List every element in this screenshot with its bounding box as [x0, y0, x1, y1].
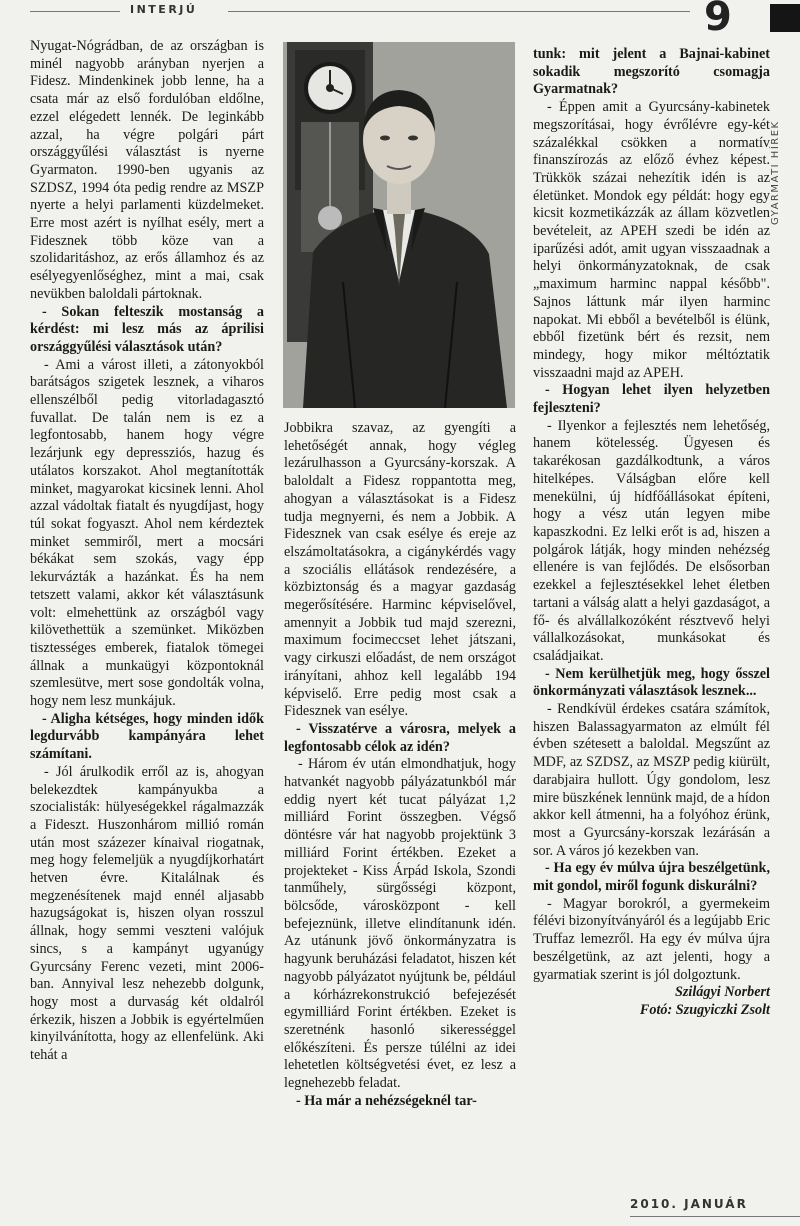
section-title: INTERJÚ	[130, 3, 198, 16]
footer-rule	[630, 1216, 800, 1217]
paragraph: - Magyar borokról, a gyermekeim félévi bizonyítványáról és a legújabb Eric Truffaz lemezről. Ha egy év múlva újra beszélgetünk, az azt jelenti, hogy a gyarmatiak szerint is jól dolgoztunk.	[533, 895, 770, 983]
paragraph: - Három év után elmondhatjuk, hogy hatvankét nagyobb pályázatunkból már eddig nyert két tucat pályázat 1,2 milliárd Forint összegben. Végső döntésre vár hat nagyobb projektünk 3 milliárd Forint értékben. Ezeket a projekteket - Kiss Árpád Iskola, Szondi tanműhely, sürgősségi központ, bölcsőde, városközpont - kell befejeznünk, illetve elindítanunk idén. Az utánunk jövő önkormányzatra is hagyunk beruházási feladatot, hiszen két nagyobb pályázatot nyújtunk be, például a kórházrekonstrukció befejezését egymilliárd Forint értékben. Ezeket is szeretnénk hasonló sikerességgel előkészíteni. És persze túlélni az idei lehetetlen költségvetési évet, ez lesz a legnehezebb feladat.	[284, 756, 516, 1092]
portrait-photo-icon	[283, 42, 515, 408]
interview-question: - Hogyan lehet ilyen helyzetben fejleszteni?	[533, 382, 770, 417]
interview-question: - Nem kerülhetjük meg, hogy ősszel önkormányzati választások lesznek...	[533, 665, 770, 700]
header-rule-left	[30, 11, 120, 12]
page-number: 9	[704, 0, 732, 40]
interview-question: - Ha egy év múlva újra beszélgetünk, mit gondol, miről fogunk diskurálni?	[533, 860, 770, 895]
byline: Fotó: Szugyiczki Zsolt	[639, 1001, 770, 1018]
interview-question: - Aligha kétséges, hogy minden idők legdurvább kampányára lehet számítani.	[30, 710, 264, 763]
interview-question: - Ha már a nehézségeknél tar-	[296, 1092, 477, 1109]
interview-question: - Visszatérve a városra, melyek a legfontosabb célok az idén?	[284, 720, 516, 755]
sidebar-tab-block	[770, 4, 800, 32]
issue-date: 2010. JANUÁR	[630, 1197, 748, 1211]
portrait-photo	[283, 42, 515, 408]
paragraph: - Jól árulkodik erről az is, ahogyan belekezdtek kampányukba a szocialisták: hülyeségekkel rágalmazzák a Fideszt. Huszonhárom millió román után most százezer kínaival riogatnak, meg hogy felemeljük a nyugdíjkorhatárt hetven évre. Kitalálnak és megzenésítenek majd ennél aljasabb hazugságokat is, hiszen olyan rosszul állnak, hogy semmi veszteni valójuk sincs, s a kampányt ugyanúgy Gyurcsány Ferenc vezeti, mint 2006-ban. Annyival lesz nehezebb dolgunk, hogy most a durvaság két oldalról érkezik, hiszen a Jobbik is egyértelműen kinyilvánította, hogy az ellenfelünk. Aki tehát a	[30, 763, 264, 1064]
paragraph: - Éppen amit a Gyurcsány-kabinetek megszorításai, hogy évrőlévre egy-két százalékkal csökken a normatív finanszírozás az előző évhez képest. Trükkök százai nehezítik idén is az életünket. Mondok egy példát: hogy egy kicsit kozmetikázzák az állam közvetlen bevételeit, az APEH szedi be idén az iparűzési adót, amit ugyan visszaadnak a helyi önkormányzatoknak, de csak „maximum harminc nappal később". Sajnos láttunk már ilyen harminc napokat. Mi ebből a bevételből is élünk, ebből fizetünk bért és rezsit, nem mindegy, hogy mikor méltóztatik visszaadni majd az APEH.	[533, 99, 770, 381]
text-column-1	[30, 38, 264, 1065]
paragraph: - Ilyenkor a fejlesztés nem lehetőség, hanem kötelesség. Ügyesen és takarékosan gazdálkodtunk, a város hitelképes. Válságban előre kell menekülni, új hídfőállásokat építeni, hogy a vész után legyen mibe kapaszkodni. Ez lelki erőt is ad, hiszen a polgárok látják, hogy minden nehézség ellenére is van fejlődés. De elsősorban ezekkel a fejlesztésekkel lehet életben tartani a válság alatt a helyi gazdaságot, a fő- és alvállalkozóként résztvevő helyi vállalkozásokat, munkásokat és családjaikat.	[533, 417, 770, 664]
header-rule-right	[228, 11, 690, 12]
paragraph: Jobbikra szavaz, az gyengíti a lehetőségét annak, hogy végleg lezárulhasson a Gyurcsány-korszak. A baloldalt a Fidesz roppantotta meg, ahogyan a választásokat is a Fidesz tudja megnyerni, és nem a Jobbik. A Fidesznek van csak esélye és ereje az elszámoltatásokra, a cigánykérdés vagy a szociális ellátások rendezésére, a közbiztonság és a magyar gazdaság megerősítésére. Harminc képviselővel, amennyit a Jobbik tud majd szerezni, maximum focimeccset lehet játszani, vagy cirkuszi előadást, de nem országot irányítani, ahhoz kell legalább 194 képviselő. Erre pedig most csak a Fidesznek van esélye.	[284, 420, 516, 720]
interview-question: - Sokan felteszik mostanság a kérdést: mi lesz más az áprilisi országgyűlési választások után?	[30, 303, 264, 355]
paragraph: - Ami a várost illeti, a zátonyokból barátságos szigetek lesznek, a viharos ellenszélből pedig vitorladagasztó fuvallat. De talán nem is ez a legfontosabb, hanem hogy végre lezárjunk egy depressziós, hazug és utálatos korszakot. Ahol megtanították minket, magyarokat kicsinek lenni. Ahol azzal vádoltak fiatalt és nyugdíjast, hogy túl sokat fogyaszt. Ahol nem kérdeztek minket semmiről, mert a mocsári békákat sem szokás, vagy épp lekurvázták a hazánkat. És ha nem tetszett valami, akkor két választásunk volt: elmehettünk az országból vagy kilövethettük a szemünket. Miközben tisztességes emberek, fiatalok tömegei állnak a munkaügyi központoknál szemlesütve, mert sose gondolták volna, hogy nem lesz munkájuk.	[30, 356, 264, 710]
text-column-3	[533, 46, 770, 1020]
byline: Szilágyi Norbert	[675, 984, 770, 1001]
interview-question: tunk: mit jelent a Bajnai-kabinet sokadik megszorító csomagja Gyarmatnak?	[533, 46, 770, 98]
text-column-2	[284, 420, 516, 1110]
paragraph: Nyugat-Nógrádban, de az országban is minél nagyobb arányban nyerjen a Fidesz. Mindenkinek jobb lenne, ha a csata már az első fordulóban eldőlne, ezzel elégedett lennék. De leginkább azzal, ha végre polgári párt országgyűlési választást is nyerne Gyarmaton. 1990-ben ugyanis az SZDSZ, 1994 óta pedig rendre az MSZP nyerte a helyi parlamenti küzdelmeket. Erre most azért is nyílhat esély, mert a Fidesznek több köze van a szolidaritáshoz, az erős államhoz és az esélyegyenlőséghez, mint a mai, csak nevükben baloldali pártoknak.	[30, 38, 264, 302]
publication-name: GYARMATI HÍREK	[770, 120, 781, 226]
paragraph: - Rendkívül érdekes csatára számítok, hiszen Balassagyarmaton az elmúlt fél évben szétesett a baloldal. Megszűnt az MDF, az SZDSZ, az MSZP pedig kiürült, darabjaira hullott. Úgy gondolom, lesz mire büszkének lennünk majd, de a hídon akkor kell átmenni, ha a folyóhoz érünk, most a Gyurcsány-korszak lezárásán a sor. A város jó kezekben van.	[533, 701, 770, 859]
